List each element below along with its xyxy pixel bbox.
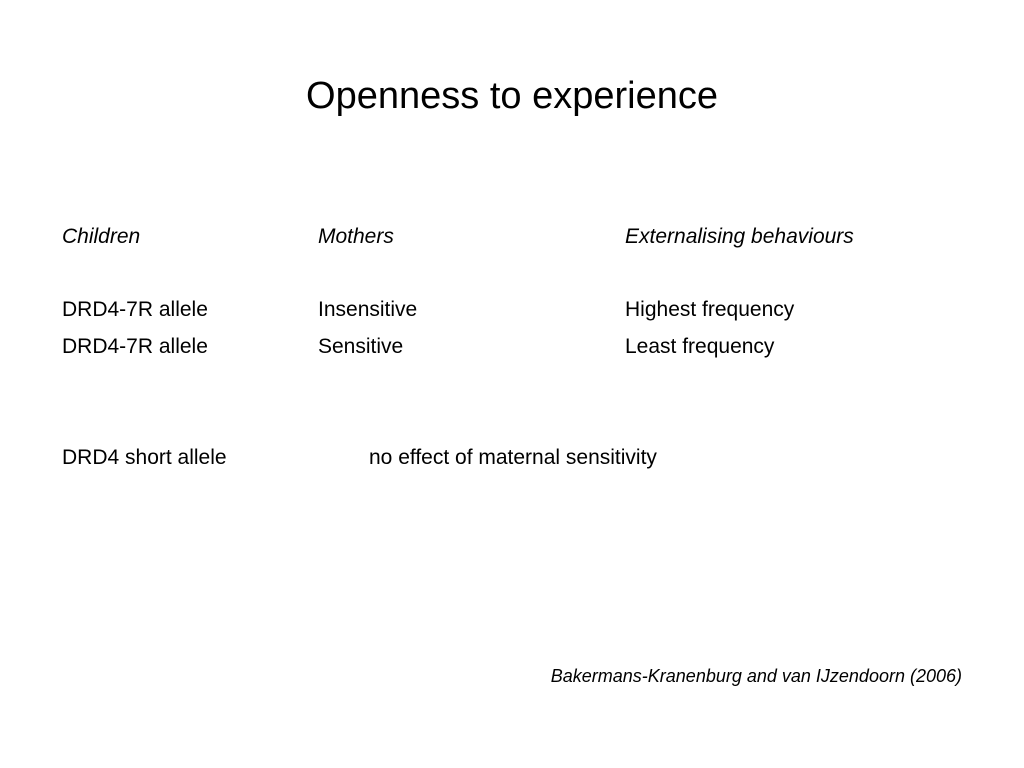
row-2-externalising: Least frequency: [625, 335, 775, 358]
short-allele-label: DRD4 short allele: [62, 446, 227, 469]
header-externalising-behaviours: Externalising behaviours: [625, 225, 854, 248]
citation: Bakermans-Kranenburg and van IJzendoorn (2006): [550, 666, 962, 686]
header-mothers: Mothers: [318, 225, 394, 248]
row-1-children: DRD4-7R allele: [62, 298, 208, 321]
row-2-mothers: Sensitive: [318, 335, 404, 358]
header-children: Children: [62, 225, 141, 248]
row-2-children: DRD4-7R allele: [62, 335, 208, 358]
row-1-mothers: Insensitive: [318, 298, 418, 321]
slide-title: Openness to experience: [306, 75, 718, 117]
row-1-externalising: Highest frequency: [625, 298, 795, 321]
short-allele-note: no effect of maternal sensitivity: [369, 446, 657, 469]
